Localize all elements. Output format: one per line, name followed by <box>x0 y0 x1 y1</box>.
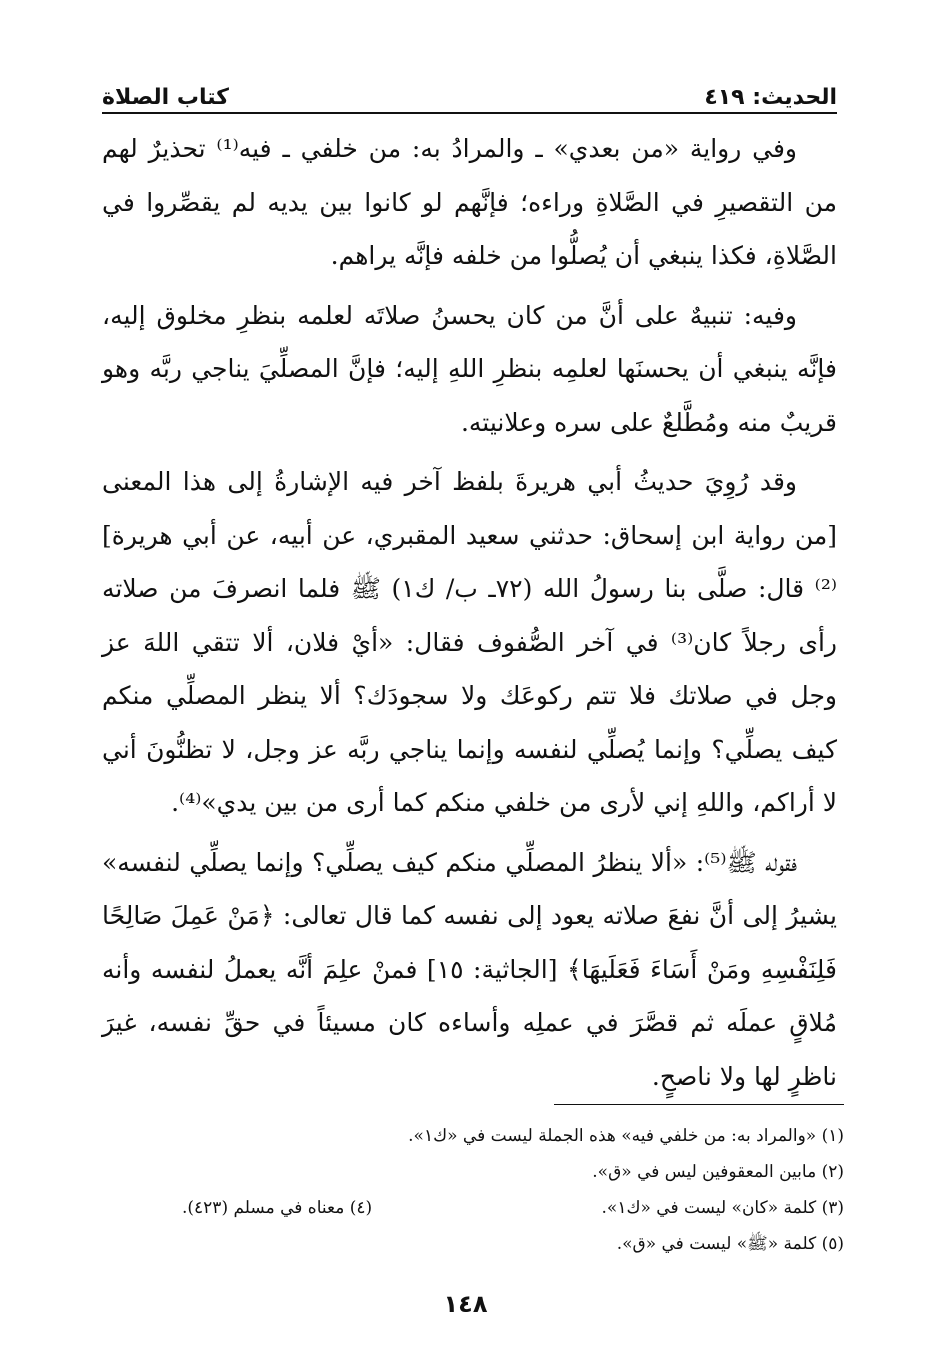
main-text <box>102 122 837 1103</box>
page-number: ١٤٨ <box>443 1290 488 1318</box>
book-title: كتاب الصلاة <box>102 85 229 110</box>
footnote-3: (٣) كلمة «كان» ليست في «ك١». <box>601 1198 844 1218</box>
paragraph-1: وفي رواية «من بعدي» ـ والمرادُ به: من خلفي ـ فيه⁽¹⁾ تحذيرٌ لهم من التقصيرِ في الصَّلاةِ وراءه؛ فإنَّهم لو كانوا بين يديه لم يقصِّروا في الصَّلاةِ، فكذا ينبغي أن يُصلُّوا من خلفه فإنَّه يراهم. <box>102 134 837 270</box>
footnote-2: (٢) مابين المعقوفين ليس في «ق». <box>592 1162 844 1182</box>
paragraph-2: وفيه: تنبيهٌ على أنَّ من كان يحسنُ صلاتَه لعلمه بنظرِ مخلوق إليه، فإنَّه ينبغي أن يحسنَها لعلمِه بنظرِ اللهِ إليه؛ فإنَّ المصلِّيَ يناجي ربَّه وهو قريبٌ منه ومُطَّلعٌ على سره وعلانيته. <box>102 300 837 437</box>
paragraph-3: وقد رُوِيَ حديثُ أبي هريرةَ بلفظ آخر فيه الإشارةُ إلى هذا المعنى [من رواية ابن إسحاق: حدثني سعيد المقبري، عن أبيه، عن أبي هريرة]⁽²⁾ قال: صلَّى بنا رسولُ الله (٧٢ـ ب/ ك١) ﷺ فلما انصرفَ من صلاته رأى رجلاً كان⁽³⁾ في آخر الصُّفوف فقال: «أيْ فلان، ألا تتقي اللهَ عز وجل في صلاتك فلا تتم ركوعَك ولا سجودَك؟ ألا ينظر المصلِّي منكم كيف يصلِّي؟ وإنما يُصلِّي لنفسه وإنما يناجي ربَّه عز وجل، لا تظنُّونَ أني لا أراكم، واللهِ إني لأرى من خلفي منكم كما أرى من بين يدي»⁽⁴⁾. <box>102 467 837 817</box>
hadith-label: الحديث: <box>752 85 837 110</box>
footnote-5: (٥) كلمة «ﷺ» ليست في «ق». <box>616 1234 844 1254</box>
header-divider <box>102 112 837 114</box>
hadith-number: ٤١٩ <box>704 85 745 110</box>
footnote-divider <box>554 1104 844 1105</box>
hadith-reference <box>704 85 837 110</box>
footnote-1: (١) «والمراد به: من خلفي فيه» هذه الجملة ليست في «ك١». <box>408 1126 844 1146</box>
paragraph-4: فقوله ﷺ⁽⁵⁾: «ألا ينظرُ المصلِّي منكم كيف يصلِّي؟ وإنما يصلِّي لنفسه» يشيرُ إلى أنَّ نفعَ صلاته يعود إلى نفسه كما قال تعالى: ﴿مَنْ عَمِلَ صَالِحًا فَلِنَفْسِهِ ومَنْ أَسَاءَ فَعَلَيهَا﴾ [الجاثية: ١٥] فمنْ علِمَ أنَّه يعملُ لنفسه وأنه مُلاقٍ عملَه ثم قصَّرَ في عملِه وأساءه كان مسيئاً في حقِّ نفسه، غيرَ ناظرٍ لها ولا ناصحٍ. <box>102 847 837 1091</box>
running-header <box>102 76 837 110</box>
footnote-4: (٤) معناه في مسلم (٤٢٣). <box>182 1198 373 1218</box>
footnotes <box>102 1118 844 1262</box>
